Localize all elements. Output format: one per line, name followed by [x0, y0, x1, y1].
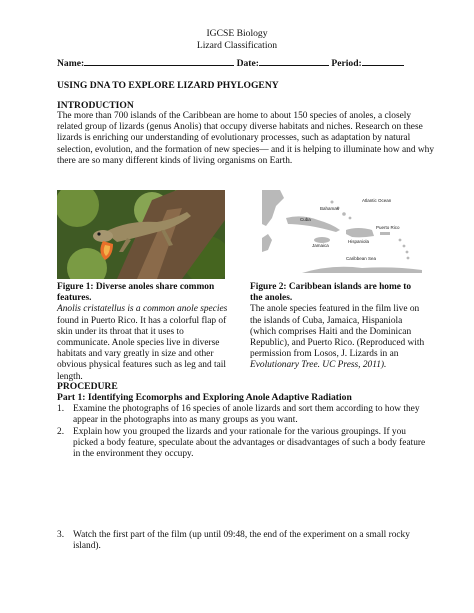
map-label-sea: Caribbean Sea: [346, 256, 377, 261]
item-line: in the environment they occupy.: [73, 449, 194, 460]
name-label: Name:: [57, 58, 85, 69]
figure1-text-line: communicate. Anole species live in diverse: [57, 338, 220, 349]
figure2-text-line: Republic), and Puerto Rico. (Reproduced with: [250, 338, 425, 349]
figure2-text-line: Evolutionary Tree. UC Press, 2011).: [250, 360, 387, 371]
figure1-title-line: Figure 1: Diverse anoles share common: [57, 282, 215, 292]
figure2-text-line: (which comprises Haiti and the Dominican: [250, 326, 412, 337]
map-label-bahamas: Bahamas: [320, 206, 340, 211]
map-label-jamaica: Jamaica: [312, 243, 329, 248]
item-number: 1.: [57, 404, 65, 414]
anole-lizard-image: [57, 190, 225, 279]
figure2-text-line: the islands of Cuba, Jamaica, Hispaniola: [250, 315, 403, 326]
item-line: island).: [73, 541, 101, 552]
figure2-text-line: The anole species featured in the film live on: [250, 304, 420, 315]
figure1-text-line: skin under its throat that it uses to: [57, 326, 184, 337]
procedure-heading: PROCEDURE: [57, 381, 118, 392]
date-field[interactable]: [259, 56, 329, 66]
student-info-line: [57, 56, 427, 69]
introduction-heading: INTRODUCTION: [57, 100, 134, 111]
figure2-text-line: permission from Losos, J. Lizards in an: [250, 349, 399, 360]
period-field[interactable]: [362, 56, 404, 66]
map-label-hispaniola: Hispaniola: [348, 239, 370, 244]
name-field[interactable]: [84, 56, 234, 66]
intro-line: selection, evolution, and the formation of new species— and it is helping to illuminate how and why: [57, 144, 435, 155]
intro-line: there are so many different kinds of living organisms on Earth.: [57, 155, 293, 166]
procedure-item: [0, 530, 474, 554]
intro-line: The more than 700 islands of the Caribbean are home to about 150 species of anoles, a closely: [57, 111, 412, 121]
figure1-text-line: Anolis cristatellus is a common anole species: [57, 304, 228, 315]
item-line: appear in the photographs into as many groups as you want.: [73, 415, 298, 426]
figure2-title-line: Figure 2: Caribbean islands are home to: [250, 282, 412, 292]
item-line: Explain how you grouped the lizards and your rationale for the various groupings. If you: [73, 427, 406, 437]
period-label: Period:: [331, 58, 362, 69]
course-title: IGCSE Biology: [206, 28, 268, 39]
intro-line: related group of lizards (genus Anolis) that occupy diverse habitats and niches. Research on these: [57, 122, 423, 133]
caribbean-map-image: [262, 190, 422, 273]
caribbean-map: [262, 190, 422, 273]
item-line: Watch the first part of the film (up until 09:48, the end of the experiment on a small rocky: [73, 530, 410, 540]
procedure-item: [0, 404, 474, 428]
map-label-cuba: Cuba: [300, 217, 311, 222]
introduction-paragraph: [57, 111, 437, 167]
date-label: Date:: [236, 58, 259, 69]
intro-line: lizards is enriching our understanding of evolutionary processes, such as adaptation by natural: [57, 133, 411, 144]
procedure-item: [0, 427, 474, 463]
item-line: Examine the photographs of 16 species of anole lizards and sort them according to how they: [73, 404, 420, 414]
figure1-caption: [57, 282, 237, 383]
part1-heading: Part 1: Identifying Ecomorphs and Exploring Anole Adaptive Radiation: [57, 392, 352, 403]
map-label-puerto-rico: Puerto Rico: [376, 225, 400, 230]
worksheet-title: USING DNA TO EXPLORE LIZARD PHYLOGENY: [57, 80, 279, 91]
worksheet-subtitle: Lizard Classification: [196, 40, 278, 51]
figure1-text-line: obvious physical features such as leg and tail: [57, 360, 226, 371]
item-number: 2.: [57, 427, 65, 437]
item-number: 3.: [57, 530, 65, 540]
figure1-title-line: features.: [57, 293, 92, 304]
map-label-ocean: Atlantic Ocean: [362, 198, 392, 203]
figure1-text-line: habitats and vary greatly in size and other: [57, 349, 214, 360]
item-line: picked a body feature, speculate about the advantages or disadvantages of such a body feature: [73, 438, 426, 449]
figure1-text-line: found in Puerto Rico. It has a colorful flap of: [57, 315, 227, 326]
figure2-caption: [250, 282, 440, 372]
anole-photo: [57, 190, 225, 279]
figure2-title-line: the anoles.: [250, 293, 293, 304]
figure1-text-line: length.: [57, 371, 83, 382]
